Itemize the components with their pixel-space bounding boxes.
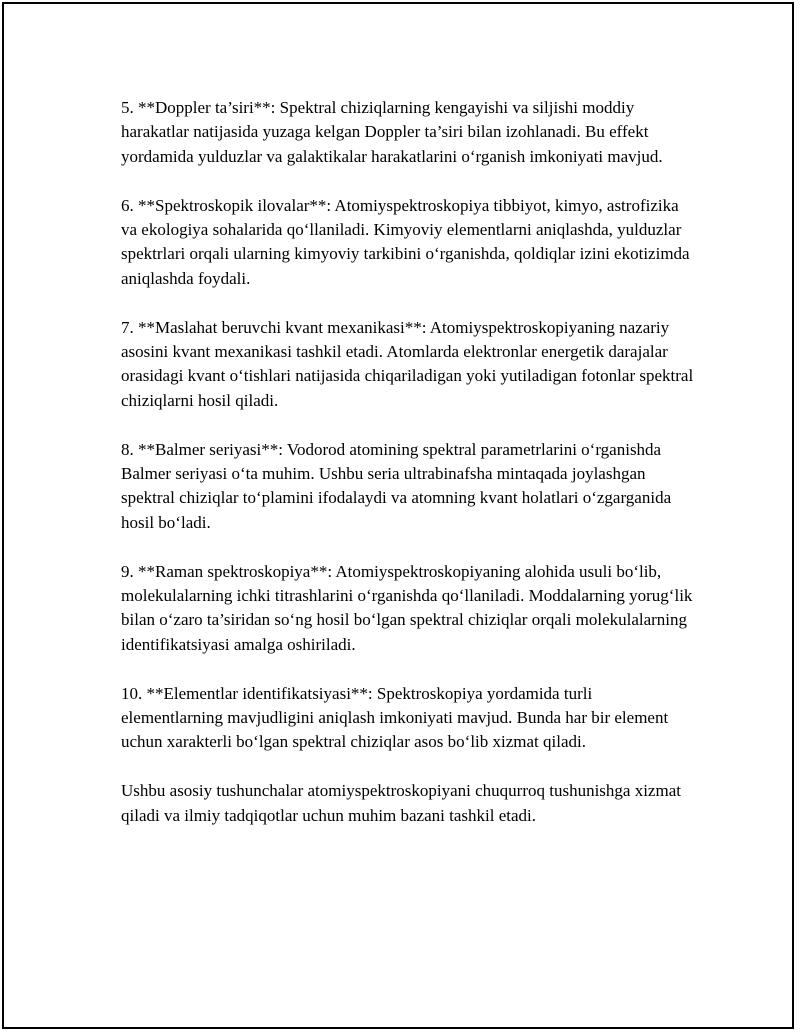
paragraph-quantum-mechanics: 7. **Maslahat beruvchi kvant mexanikasi**: Atomiyspektroskopiyaning nazariy asosini kvant mexanikasi tashkil etadi. Atomlarda elektronlar energetik darajalar orasidagi kvant o‘tishlari natijasida chiqariladigan yoki yutiladigan fotonlar spektral chiziqlarni hosil qiladi. bbox=[121, 317, 694, 410]
document-page bbox=[2, 2, 794, 1029]
paragraph-raman-spectroscopy: 9. **Raman spektroskopiya**: Atomiyspektroskopiyaning alohida usuli bo‘lib, molekulalarning ichki titrashlarini o‘rganishda qo‘llaniladi. Moddalarning yorug‘lik bilan o‘zaro ta’siridan so‘ng hosil bo‘lgan spektral chiziqlar orqali molekulalarning identifikatsiyasi amalga oshiriladi. bbox=[121, 561, 693, 654]
paragraph-doppler-effect: 5. **Doppler ta’siri**: Spektral chiziqlarning kengayishi va siljishi moddiy harakatlar natijasida yuzaga kelgan Doppler ta’siri bilan izohlanadi. Bu effekt yordamida yulduzlar va galaktikalar harakatlarini o‘rganish imkoniyati mavjud. bbox=[121, 98, 663, 166]
paragraph-balmer-series: 8. **Balmer seriyasi**: Vodorod atomining spektral parametrlarini o‘rganishda Balmer seriyasi o‘ta muhim. Ushbu seria ultrabinafsha mintaqada joylashgan spektral chiziqlar to‘plamini ifodalaydi va atomning kvant holatlari o‘zgarganida hosil bo‘ladi. bbox=[121, 439, 672, 532]
document-body bbox=[121, 96, 696, 852]
paragraph-conclusion: Ushbu asosiy tushunchalar atomiyspektroskopiyani chuqurroq tushunishga xizmat qiladi va ilmiy tadqiqotlar uchun muhim bazani tashkil etadi. bbox=[121, 781, 681, 825]
paragraph-spectroscopic-applications: 6. **Spektroskopik ilovalar**: Atomiyspektroskopiya tibbiyot, kimyo, astrofizika va ekologiya sohalarida qo‘llaniladi. Kimyoviy elementlarni aniqlashda, yulduzlar spektrlari orqali ularning kimyoviy tarkibini o‘rganishda, qoldiqlar izini ekotizimda aniqlashda foydali. bbox=[121, 195, 690, 288]
paragraph-element-identification: 10. **Elementlar identifikatsiyasi**: Spektroskopiya yordamida turli elementlarning mavjudligini aniqlash imkoniyati mavjud. Bunda har bir element uchun xarakterli bo‘lgan spektral chiziqlar asos bo‘lib xizmat qiladi. bbox=[121, 683, 669, 752]
